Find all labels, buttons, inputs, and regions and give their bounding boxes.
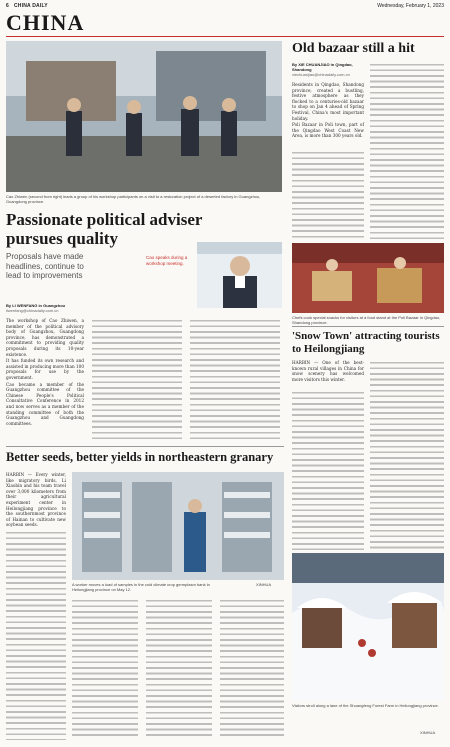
headline-political-adviser: Passionate political adviser pursues quality: [6, 210, 203, 248]
article-text-col2: [92, 318, 182, 440]
divider: [292, 326, 444, 327]
email-xie-chuanjiao: xiechuanjiao@chinadaily.com.cn: [292, 72, 350, 77]
workshop-photo-caption: Cao Zhiwen (second from right) leads a group of his workshop participants on a visit to a restoration project of a deserted factory in Guangzhou, Guangdong province.: [6, 194, 261, 204]
snow-town-photo-credit: XINHUA: [420, 730, 436, 735]
cao-portrait-photo: [197, 242, 282, 308]
headline-better-seeds: Better seeds, better yields in northeastern granary: [6, 450, 274, 464]
seeds-text-col4: [220, 598, 284, 740]
germplasm-photo-caption: A worker moves a load of samples in the cold climate crop germplasm bank in Heilongjiang province on May 12.: [72, 582, 210, 592]
snow-town-text-col2: [370, 360, 444, 550]
seeds-body: HARBIN — Every winter, like migratory birds, Li Xiaobin and his team travel over 3,000 kilometers from their agricultural experiment center in Heilongjiang province to the southernmost province of Hainan to cultivate new soybean seeds.: [6, 472, 66, 528]
workshop-photo: [6, 41, 282, 192]
germplasm-photo-credit: XINHUA: [256, 582, 272, 587]
snow-town-photo: [292, 553, 444, 701]
divider: [6, 446, 284, 447]
headline-old-bazaar: Old bazaar still a hit: [292, 41, 415, 56]
pullquote-photo-caption: Cao speaks during a workshop meeting.: [146, 255, 188, 266]
section-title: CHINA: [6, 10, 85, 35]
seeds-text-col3: [146, 598, 212, 740]
bazaar-photo: [292, 243, 444, 313]
old-bazaar-body: [292, 82, 364, 139]
headline-snow-town: 'Snow Town' attracting tourists to Heilongjiang: [292, 330, 440, 355]
paragraph: The workshop of Cao Zhiwen, a member of the political advisory body of Guangzhou, Guangdong province, has demonstrated a commitment to providing quality proposals during its 10-year existence.: [6, 318, 84, 357]
masthead-date: Wednesday, February 1, 2023: [377, 3, 444, 9]
snow-town-photo-caption: Visitors stroll along a lane of the Shuangfeng Forest Farm in Heilongjiang province.: [292, 703, 439, 708]
snow-town-body: HARBIN — One of the best-known rural villages in China for snow scenery has welcomed more visitors this winter.: [292, 360, 364, 382]
paragraph: Cao became a member of the Guangzhou committee of the Chinese People's Political Consultative Conference in 2012 and now serves as a member of the standing committee of both the Guangzhou and Guangdong committees.: [6, 381, 84, 426]
byline-li-wenfang: By LI WENFANG in Guangzhou: [6, 303, 66, 308]
paragraph: It has funded its own research and assisted in producing more than 100 proposals for use by the government.: [6, 358, 84, 380]
snow-town-text-col1-cont: [292, 390, 364, 550]
article-text-col3: [190, 318, 280, 440]
seeds-text-col2: [72, 598, 138, 740]
bazaar-photo-caption: Chefs cook special snacks for visitors at a food stand at the Poli Bazaar in Qingdao, Shandong province.: [292, 315, 441, 325]
deck-political-adviser: Proposals have made headlines, continue to lead to improvements: [6, 252, 84, 280]
email-li-wenfang: liwenfang@chinadaily.com.cn: [6, 308, 59, 313]
old-bazaar-text-col2: [370, 62, 444, 240]
section-rule: [6, 36, 444, 37]
paragraph: Residents in Qingdao, Shandong province, created a bustling, festive atmosphere as they flocked to a centuries-old bazaar to shop on Jan 4 ahead of Spring Festival, China's most important holiday.: [292, 82, 364, 121]
byline-xie-chuanjiao: By XIE CHUANJIAO in Qingdao, Shandong: [292, 62, 353, 72]
article-body-col1: [6, 318, 84, 426]
paragraph: Poli Bazaar in Poli town, part of the Qingdao West Coast New Area, is more than 300 years old.: [292, 122, 364, 139]
germplasm-bank-photo: [72, 472, 284, 580]
old-bazaar-text-col1-cont: [292, 150, 364, 240]
masthead-logo: CHINA DAILY: [14, 3, 48, 9]
masthead: [0, 0, 450, 9]
seeds-text-col1-cont: [6, 530, 66, 740]
page-number: 6: [6, 3, 9, 9]
